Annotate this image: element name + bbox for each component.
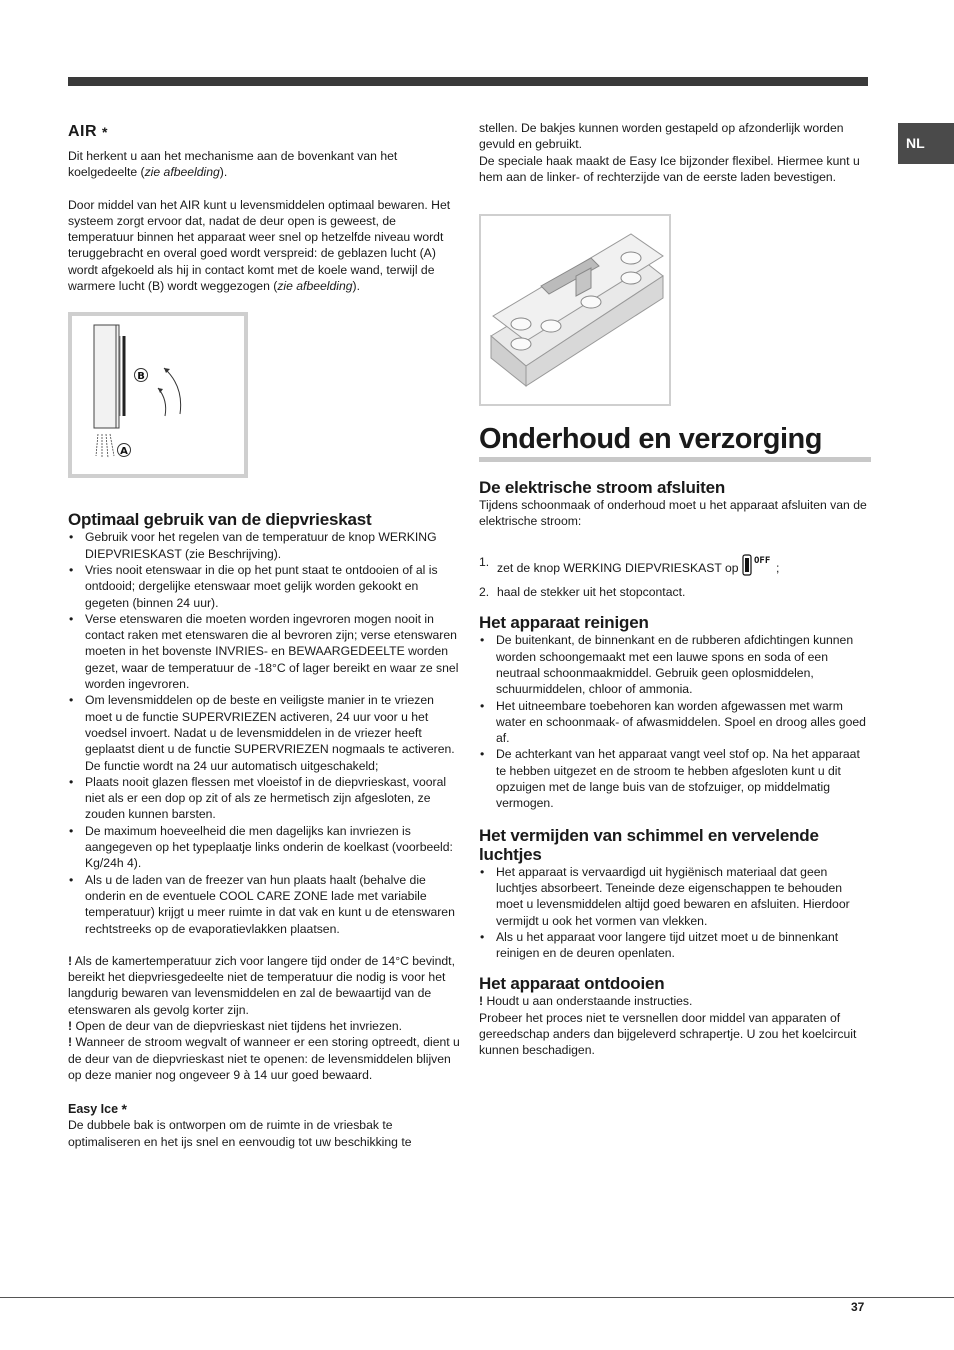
list-item: • Gebruik voor het regelen van de temperatuur de knop WERKING DIEPVRIESKAST (zie Beschrijving). — [68, 529, 460, 562]
easy-ice-text: De dubbele bak is ontworpen om de ruimte in de vriesbak te optimaliseren en het ijs snel en eenvoudig tot uw beschikking te — [68, 1118, 412, 1149]
ontdooien-text: Probeer het proces niet te versnellen door middel van apparaten of gereedschap anders dan bijgeleverd schrapertje. U zou het koelcircuit kunnen beschadigen. — [479, 1010, 857, 1058]
easy-ice-title: Easy Ice — [68, 1102, 119, 1117]
reinigen-list — [479, 632, 871, 811]
ice-tray-illustration — [481, 216, 669, 404]
step-end: ; — [775, 560, 780, 575]
asterisk: * — [102, 124, 108, 140]
easy-ice-hook-text: De speciale haak maakt de Easy Ice bijzonder flexibel. Hiermee kunt u hem aan de linker- of rechterzijde van de eerste laden bevestigen. — [479, 153, 860, 184]
list-item: • De achterkant van het apparaat vangt veel stof op. Na het apparaat te hebben uitgezet en de stroom te hebben afgesloten kunt u dit opzuigen met de lange buis van de stofzuiger, op middelmatig vermogen. — [479, 746, 871, 811]
list-item — [479, 584, 871, 600]
easy-ice-heading — [68, 1101, 460, 1117]
air-title — [68, 122, 460, 142]
air-p2-text: Door middel van het — [68, 197, 180, 212]
list-item: • Het uitneembare toebehoren kan worden afgewassen met warm water en schoonmaak- of afwasmiddelen. Spoel en droog alles goed af. — [479, 698, 871, 747]
air-p2-end: ). — [352, 279, 360, 294]
air-diagram — [68, 312, 248, 478]
list-item — [479, 554, 871, 580]
optimaal-list — [68, 529, 460, 936]
easy-ice-continued: stellen. De bakjes kunnen worden gestapeld op afzonderlijk worden gevuld en gebruikt. — [479, 121, 844, 152]
air-p2-italic: zie afbeelding — [277, 279, 353, 294]
ontdooien-heading: Het apparaat ontdooien — [479, 974, 665, 994]
optimaal-heading: Optimaal gebruik van de diepvrieskast — [68, 510, 372, 530]
title-underline — [479, 457, 871, 462]
warning-text: Open de deur van de diepvrieskast niet tijdens het invriezen. — [72, 1018, 402, 1033]
reinigen-heading: Het apparaat reinigen — [479, 613, 649, 633]
label-b: B — [137, 371, 145, 383]
warning-mark: ! — [68, 1018, 73, 1033]
warning-paragraph — [68, 1034, 460, 1083]
schimmel-heading: Het vermijden van schimmel en vervelende luchtjes — [479, 825, 819, 864]
warning-text: Wanneer de stroom wegvalt of wanneer er een storing optreedt, dient u de deur van de diepvrieskast niet te openen: de levensmiddelen blijven op deze manier nog ongeveer 9 à 14 uur goed bewaard. — [68, 1035, 460, 1082]
step-number: 2. — [479, 585, 490, 600]
warning-paragraph — [68, 1018, 460, 1034]
warning-text: Als de kamertemperatuur zich voor langere tijd onder de 14°C bevindt, bereikt het diepvriesgedeelte niet de temperatuur die nodig is voor het langdurig bewaren van levensmiddelen en zal de bewaartijd van de etenswaren als gevolg korter zijn. — [68, 953, 455, 1017]
air-paragraph-1 — [68, 148, 460, 181]
off-label: OFF — [753, 555, 771, 566]
air-p1-text: Dit herkent u aan het mechanisme aan de bovenkant van het koelgedeelte ( — [68, 149, 398, 180]
asterisk: * — [121, 1101, 127, 1118]
air-title-text: AIR — [68, 123, 98, 140]
off-knob-icon — [742, 554, 776, 580]
stroom-heading: De elektrische stroom afsluiten — [479, 478, 726, 498]
air-p2-air: AIR — [179, 197, 201, 212]
step-text: haal de stekker uit het stopcontact. — [497, 585, 686, 600]
list-item: • Het apparaat is vervaardigd uit hygiënisch materiaal dat geen luchtjes absorbeert. Teneinde deze eigenschappen te behouden moet u levensmiddelen altijd goed bewaren en afsluiten. Hierdoor vermijdt u ook het vormen van vlekken. — [479, 864, 871, 929]
air-p2-middle: kunt u levensmiddelen optimaal bewaren. Het systeem zorgt ervoor dat, nadat de deur open is geweest, de temperatuur binnen het apparaat weer snel op hetzelfde niveau wordt teruggebracht en overal goed wordt verspreid: de geblazen lucht (A) wordt afgekoeld als hij in contact komt met de koele wand, terwijl de warmere lucht (B) wordt weggezogen ( — [68, 197, 451, 294]
warning-paragraph — [68, 953, 460, 1018]
air-flow-illustration — [72, 316, 244, 474]
list-item: • De buitenkant, de binnenkant en de rubberen afdichtingen kunnen worden schoongemaakt met een lauwe spons en soda of een neutraal schoonmaakmiddel. Gebruik geen oplosmiddelen, schuurmiddelen, chloor of ammonia. — [479, 632, 871, 697]
list-item: • Vries nooit etenswaar in die op het punt staat te ontdooien of al is ontdooid; dergelijke etenswaar moet gelijk worden gekookt en gegeten (binnen 24 uur). — [68, 562, 460, 611]
step-number: 1. — [479, 554, 490, 569]
ontdooien-warning — [479, 993, 871, 1009]
header-bar — [68, 77, 868, 86]
list-item: • Om levensmiddelen op de beste en veiligste manier in te vriezen moet u de functie SUPERVRIEZEN activeren, 24 uur voor u het voedsel invoert. Nadat u de levensmiddelen in de vriezer heeft geplaatst dient u de functie SUPERVRIEZEN nogmaals te activeren. De functie wordt na 24 uur automatisch uitgeschakeld; — [68, 692, 460, 773]
page-number: 37 — [851, 1300, 865, 1314]
schimmel-list — [479, 864, 871, 962]
stroom-intro: Tijdens schoonmaak of onderhoud moet u het apparaat afsluiten van de elektrische stroom: — [479, 498, 867, 529]
list-item: • Verse etenswaren die moeten worden ingevroren mogen nooit in contact raken met etenswaren die al bevroren zijn; verse etenswaren moeten in het bovenste INVRIES- en BEWAARGEDEELTE worden gezet, waar de temperatuur de -18°C of lager bereikt en waar ze snel worden ingevroren. — [68, 611, 460, 692]
page-title: Onderhoud en verzorging — [479, 423, 822, 456]
easy-ice-figure — [479, 214, 671, 406]
footer-rule — [0, 1297, 954, 1298]
list-item: • De maximum hoeveelheid die men dagelijks kan invriezen is aangegeven op het typeplaatje links onderin de koelkast (voorbeeld: Kg/24h 4). — [68, 823, 460, 872]
right-column — [479, 120, 871, 1059]
list-item: • Plaats nooit glazen flessen met vloeistof in de diepvrieskast, vooral niet als er een dop op zit of als ze hermetisch zijn afgesloten, ze zouden kunnen barsten. — [68, 774, 460, 823]
left-column — [68, 122, 460, 1150]
list-item: • Als u het apparaat voor langere tijd uitzet moet u de binnenkant reinigen en de deuren openlaten. — [479, 929, 871, 962]
air-paragraph-2 — [68, 197, 460, 295]
air-p1-end: ). — [219, 165, 228, 180]
air-p1-italic: zie afbeelding — [144, 165, 220, 180]
warning-mark: ! — [479, 994, 484, 1009]
warning-text: Houdt u aan onderstaande instructies. — [483, 994, 693, 1009]
warning-mark: ! — [68, 1035, 73, 1050]
step-text: zet de knop WERKING DIEPVRIESKAST op — [497, 560, 739, 575]
label-a: A — [120, 446, 128, 458]
list-item: • Als u de laden van de freezer van hun plaats haalt (behalve die onderin en de eventuele COOL CARE ZONE lade met variabile temperatuur) krijgt u meer ruimte in dat vak en kunt u de etenswaren rechtstreeks op de evaporatievlakken plaatsen. — [68, 872, 460, 937]
warning-mark: ! — [68, 953, 73, 968]
stroom-steps — [479, 554, 871, 601]
language-tab: NL — [898, 123, 954, 164]
